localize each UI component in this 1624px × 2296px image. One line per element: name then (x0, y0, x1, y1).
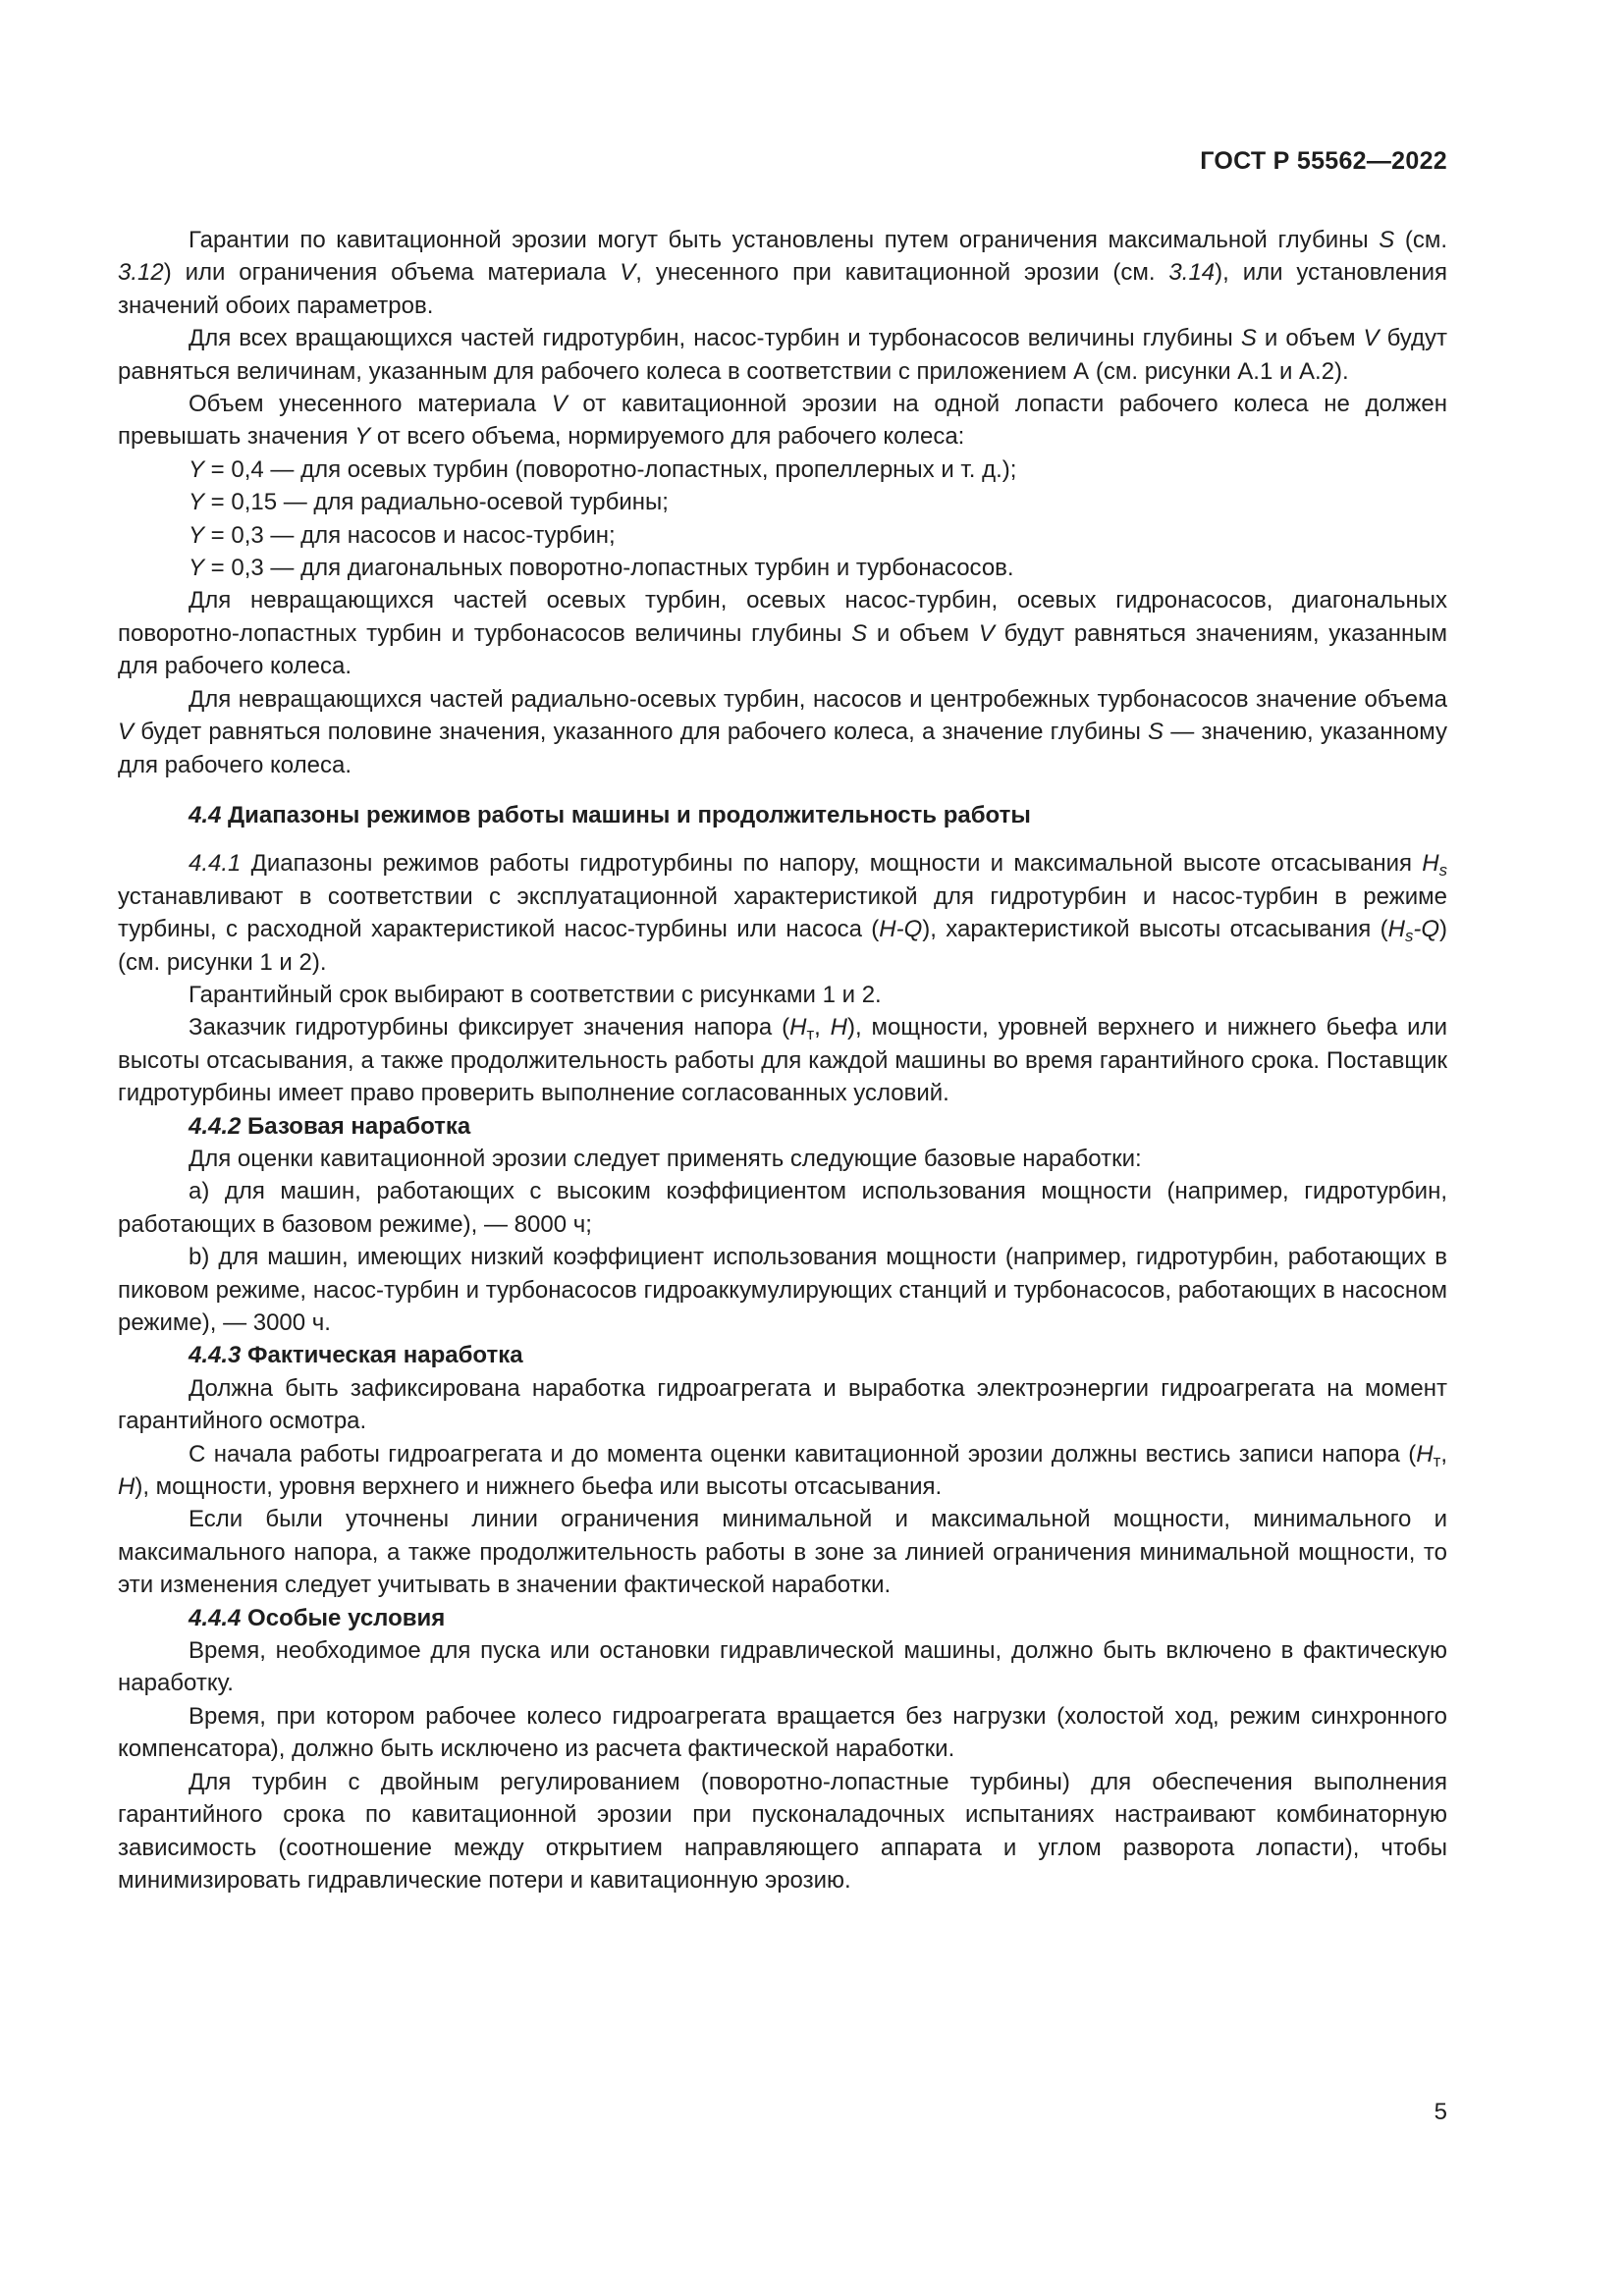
paragraph-recorded-operating-time: Должна быть зафиксирована наработка гидроагрегата и выработка электроэнергии гидроагрегата на момент гарантийного осмотра. (118, 1374, 1447, 1435)
document-header: ГОСТ Р 55562—2022 (1200, 147, 1447, 175)
paragraph-non-rotating-radial: Для невращающихся частей радиально-осевых турбин, насосов и центробежных турбонасосов значение объема V будет равняться половине значения, указанного для рабочего колеса, а значение глубины S — значению, указанному для рабочего колеса. (118, 685, 1447, 778)
paragraph-start-stop-time: Время, необходимое для пуска или остановки гидравлической машины, должно быть включено в фактическую наработку. (118, 1637, 1447, 1697)
paragraph-4-4-1: 4.4.1 Диапазоны режимов работы гидротурбины по напору, мощности и максимальной высоте отсасывания $H_s$ устанавливают в соответствии с эксплуатационной характеристикой для гидротурбин и насос-турбин в режиме турбины, с расходной характеристикой насос-турбины или насоса (H-Q), характеристикой высоты отсасывания $(H_s-Q)$ (см. рисунки 1 и 2). (118, 850, 1448, 976)
paragraph-double-regulation: Для турбин с двойным регулированием (поворотно-лопастные турбины) для обеспечения выполнения гарантийного срока по кавитационной эрозии при пусконаладочных испытаниях настраивают комбинаторную зависимость (соотношение между открытием направляющего аппарата и углом разворота лопасти), чтобы минимизировать гидравлические потери и кавитационную эрозию. (118, 1768, 1447, 1894)
list-item-b-low-utilization: b) для машин, имеющих низкий коэффициент использования мощности (например, гидротурбин, работающих в пиковом режиме, насос-турбин и турбонасосов гидроаккумулирующих станций и турбонасосов, работающих в насосном режиме), — 3000 ч. (118, 1244, 1447, 1336)
list-item-a-high-utilization: a) для машин, работающих с высоким коэффициентом использования мощности (например, гидротурбин, работающих в базовом режиме), — 8000 ч; (118, 1178, 1447, 1238)
paragraph-rotating-parts: Для всех вращающихся частей гидротурбин, насос-турбин и турбонасосов величины глубины S и объем V будут равняться величинам, указанным для рабочего колеса в соответствии с приложением А (см. рисунки А.1 и А.2). (118, 325, 1447, 385)
paragraph-warranty-period: Гарантийный срок выбирают в соответствии с рисунками 1 и 2. (189, 981, 882, 1008)
page-number: 5 (1434, 2099, 1447, 2125)
subsection-heading-4-4-3: 4.4.3 Фактическая наработка (189, 1342, 523, 1369)
paragraph-cavitation-guarantees: Гарантии по кавитационной эрозии могут быть установлены путем ограничения максимальной глубины S (см. 3.12) или ограничения объема материала V, унесенного при кавитационной эрозии (см. 3.14), или установления значений обоих параметров. (118, 227, 1447, 319)
paragraph-limit-lines: Если были уточнены линии ограничения минимальной и максимальной мощности, минимального и максимального напора, а также продолжительность работы в зоне за линией ограничения минимальной мощности, то эти изменения следует учитывать в значении фактической наработки. (118, 1506, 1447, 1599)
subsection-heading-4-4-2: 4.4.2 Базовая наработка (189, 1112, 471, 1140)
paragraph-non-rotating-axial: Для невращающихся частей осевых турбин, осевых насос-турбин, осевых гидронасосов, диагональных поворотно-лопастных турбин и турбонасосов величины глубины S и объем V будут равняться значениям, указанным для рабочего колеса. (118, 587, 1447, 680)
paragraph-no-load-time: Время, при котором рабочее колесо гидроагрегата вращается без нагрузки (холостой ход, режим синхронного компенсатора), должно быть исключено из расчета фактической наработки. (118, 1702, 1447, 1763)
list-item-y-axial: Y = 0,4 — для осевых турбин (поворотно-лопастных, пропеллерных и т. д.); (189, 455, 1017, 483)
paragraph-head-records: С начала работы гидроагрегата и до момента оценки кавитационной эрозии должны вестись записи напора ($H_т$, H), мощности, уровня верхнего и нижнего бьефа или высоты отсасывания. (118, 1440, 1447, 1501)
paragraph-base-operating-time: Для оценки кавитационной эрозии следует применять следующие базовые наработки: (189, 1145, 1142, 1172)
list-item-y-diagonal: Y = 0,3 — для диагональных поворотно-лопастных турбин и турбонасосов. (189, 555, 1014, 582)
list-item-y-radial-axial: Y = 0,15 — для радиально-осевой турбины; (189, 489, 669, 516)
paragraph-customer-records: Заказчик гидротурбины фиксирует значения напора ($H_т$, H), мощности, уровней верхнего и нижнего бьефа или высоты отсасывания, а также продолжительность работы для каждой машины во время гарантийного срока. Поставщик гидротурбины имеет право проверить выполнение согласованных условий. (118, 1014, 1447, 1107)
section-heading-4-4: 4.4 Диапазоны режимов работы машины и продолжительность работы (189, 801, 1031, 828)
paragraph-removed-volume: Объем унесенного материала V от кавитационной эрозии на одной лопасти рабочего колеса не должен превышать значения Y от всего объема, нормируемого для рабочего колеса: (118, 391, 1447, 451)
subsection-heading-4-4-4: 4.4.4 Особые условия (189, 1604, 446, 1631)
list-item-y-pumps: Y = 0,3 — для насосов и насос-турбин; (189, 521, 616, 549)
document-body (118, 224, 1447, 1896)
